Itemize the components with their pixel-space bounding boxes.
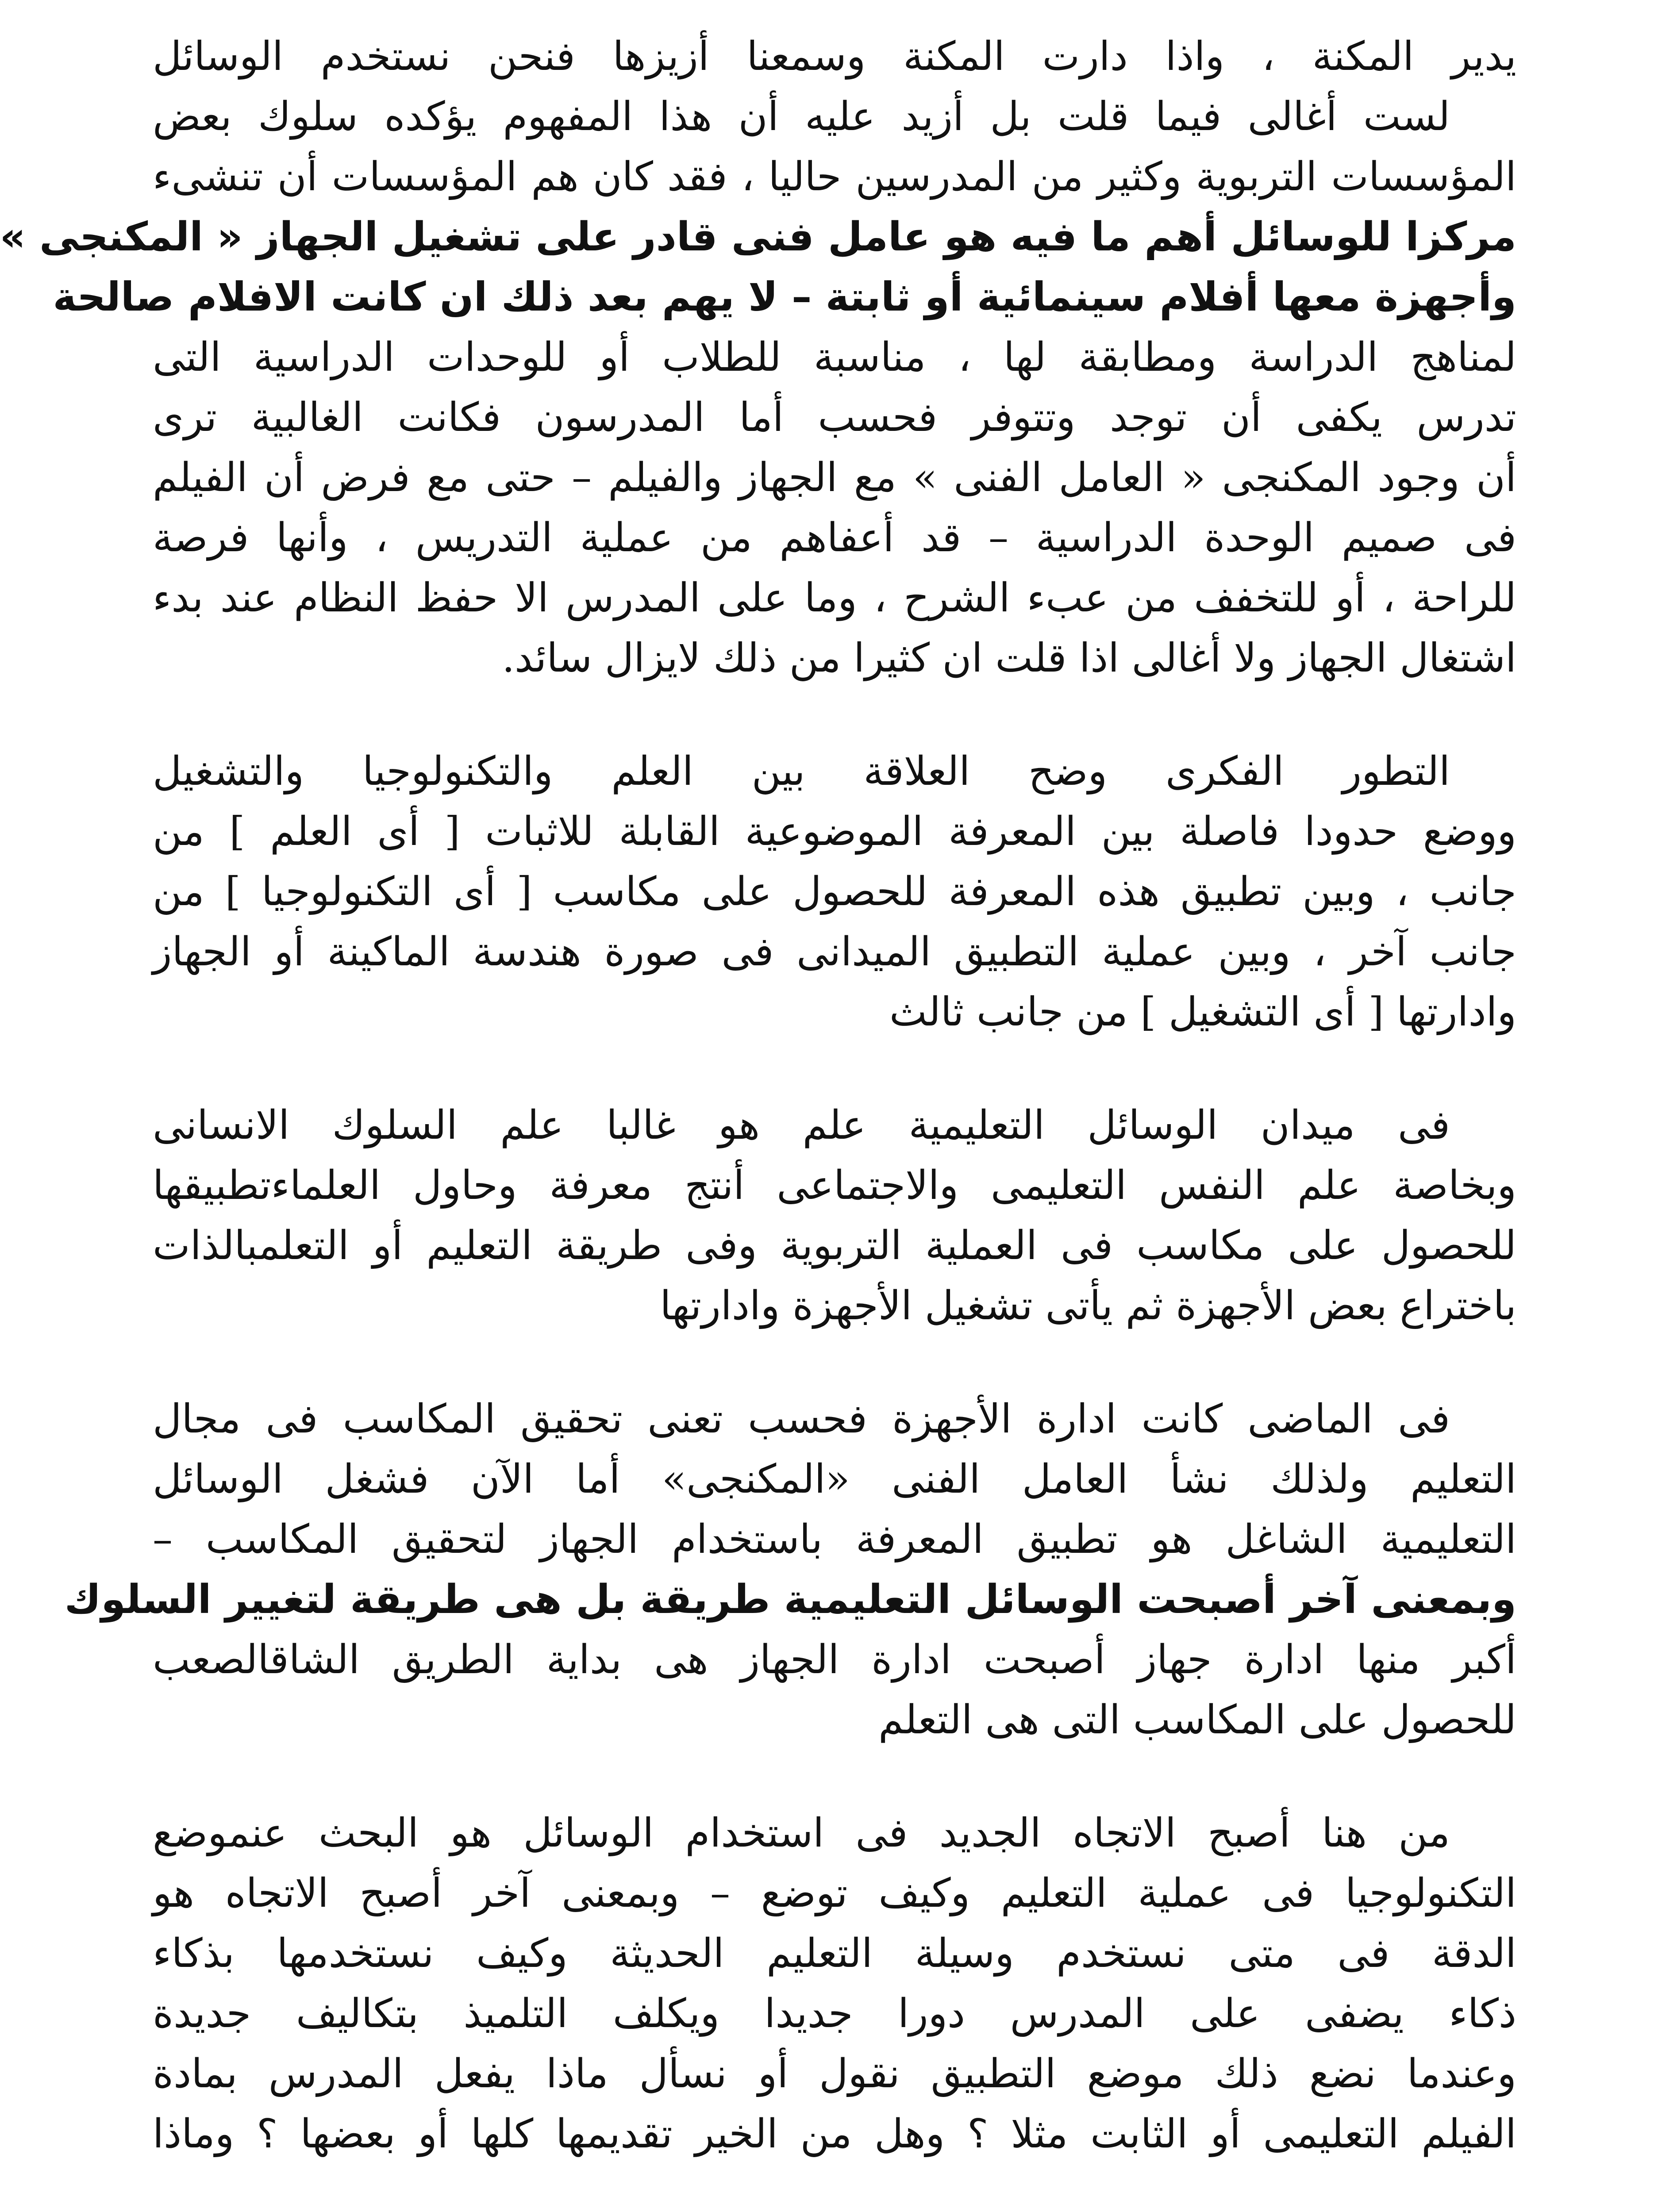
text-line: يدير المكنة ، واذا دارت المكنة وسمعنا أزيزها فنحن نستخدم الوسائل (153, 33, 1516, 80)
text-line: جانب ، وبين تطبيق هذه المعرفة للحصول على مكاسب [ أى التكنولوجيا ] من (153, 868, 1516, 915)
text-line: الدقة فى متى نستخدم وسيلة التعليم الحديثة وكيف نستخدمها بذكاء (153, 1930, 1516, 1977)
text-line: التطور الفكرى وضح العلاقة بين العلم والتكنولوجيا والتشغيل (153, 748, 1450, 795)
text-line: ذكاء يضفى على المدرس دورا جديدا ويكلف التلميذ بتكاليف جديدة (153, 1990, 1516, 2037)
text-line: المؤسسات التربوية وكثير من المدرسين حاليا ، فقد كان هم المؤسسات أن تنشىء (153, 154, 1516, 200)
text-line: تدرس يكفى أن توجد وتتوفر فحسب أما المدرسون فكانت الغالبية ترى (153, 394, 1516, 441)
text-line: للراحة ، أو للتخفف من عبء الشرح ، وما على المدرس الا حفظ النظام عند بدء (153, 575, 1516, 621)
text-line: وادارتها [ أى التشغيل ] من جانب ثالث (889, 989, 1516, 1035)
paragraph-spacer (153, 1042, 1516, 1095)
paragraph-spacer (153, 688, 1516, 741)
text-line: الفيلم التعليمى أو الثابت مثلا ؟ وهل من الخير تقديمها كلها أو بعضها ؟ وماذا (153, 2111, 1516, 2157)
text-line: للحصول على مكاسب فى العملية التربوية وفى طريقة التعليم أو التعلمبالذات (153, 1222, 1516, 1269)
paragraph-3 (153, 1095, 1516, 1336)
text-line: أن وجود المكنجى « العامل الفنى » مع الجهاز والفيلم – حتى مع فرض أن الفيلم (153, 454, 1516, 501)
text-line: من هنا أصبح الاتجاه الجديد فى استخدام الوسائل هو البحث عنموضع (153, 1810, 1450, 1856)
text-line: اشتغال الجهاز ولا أغالى اذا قلت ان كثيرا من ذلك لايزال سائد. (502, 635, 1516, 681)
text-line-bold: مركزا للوسائل أهم ما فيه هو عامل فنى قادر على تشغيل الجهاز « المكنجى » (0, 214, 1516, 260)
text-line: وبخاصة علم النفس التعليمى والاجتماعى أنتج معرفة وحاول العلماءتطبيقها (153, 1162, 1516, 1209)
text-line: ووضع حدودا فاصلة بين المعرفة الموضوعية القابلة للاثبات [ أى العلم ] من (153, 808, 1516, 855)
text-line: وعندما نضع ذلك موضع التطبيق نقول أو نسأل ماذا يفعل المدرس بمادة (153, 2051, 1516, 2097)
text-line: فى ميدان الوسائل التعليمية علم هو غالبا علم السلوك الانسانى (153, 1102, 1450, 1148)
text-line: التعليم ولذلك نشأ العامل الفنى «المكنجى» أما الآن فشغل الوسائل (153, 1456, 1516, 1502)
text-line: فى الماضى كانت ادارة الأجهزة فحسب تعنى تحقيق المكاسب فى مجال (153, 1396, 1450, 1442)
text-line: التعليمية الشاغل هو تطبيق المعرفة باستخدام الجهاز لتحقيق المكاسب – (153, 1516, 1516, 1563)
text-line: باختراع بعض الأجهزة ثم يأتى تشغيل الأجهزة وادارتها (660, 1283, 1516, 1329)
paragraph-spacer (153, 1336, 1516, 1389)
paragraph-5 (153, 1803, 1516, 2164)
text-line: جانب آخر ، وبين عملية التطبيق الميدانى فى صورة هندسة الماكينة أو الجهاز (153, 929, 1516, 975)
text-line: لمناهج الدراسة ومطابقة لها ، مناسبة للطلاب أو للوحدات الدراسية التى (153, 334, 1516, 380)
paragraph-2 (153, 741, 1516, 1042)
text-line: فى صميم الوحدة الدراسية – قد أعفاهم من عملية التدريس ، وأنها فرصة (153, 515, 1516, 561)
text-line: أكبر منها ادارة جهاز أصبحت ادارة الجهاز هى بداية الطريق الشاقالصعب (153, 1636, 1516, 1683)
paragraph-spacer (153, 1750, 1516, 1803)
paragraph-4 (64, 1389, 1516, 1750)
text-line: للحصول على المكاسب التى هى التعلم (878, 1697, 1516, 1743)
paragraph-1 (0, 27, 1516, 688)
page-body (0, 27, 1516, 2164)
text-line: لست أغالى فيما قلت بل أزيد عليه أن هذا المفهوم يؤكده سلوك بعض (153, 93, 1450, 140)
text-line: التكنولوجيا فى عملية التعليم وكيف توضع – وبمعنى آخر أصبح الاتجاه هو (153, 1870, 1516, 1916)
text-line-bold: وبمعنى آخر أصبحت الوسائل التعليمية طريقة بل هى طريقة لتغيير السلوك (64, 1576, 1516, 1623)
text-line-bold: وأجهزة معها أفلام سينمائية أو ثابتة – لا يهم بعد ذلك ان كانت الافلام صالحة (53, 274, 1516, 320)
